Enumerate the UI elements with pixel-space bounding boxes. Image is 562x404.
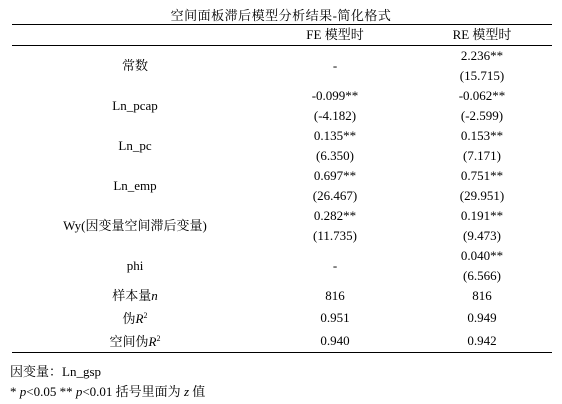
significance-note: * p<0.05 ** p<0.01 括号里面为 z 值 xyxy=(10,384,206,399)
re-stat: 816 xyxy=(472,288,492,303)
fe-stat: 0.951 xyxy=(320,309,350,325)
fe-t-value: (6.350) xyxy=(316,148,354,163)
row-label: phi xyxy=(126,258,144,273)
re-t-value: (29.951) xyxy=(459,188,505,203)
re-t-value: (15.715) xyxy=(459,68,505,83)
re-coefficient: 2.236** xyxy=(460,48,504,63)
table-row xyxy=(12,126,552,146)
stat-label: 样本量n xyxy=(112,288,158,303)
header-variable xyxy=(12,25,258,46)
row-label: Wy(因变量空间滞后变量) xyxy=(63,218,207,233)
fe-t-value: (-4.182) xyxy=(313,108,357,123)
re-stat: 0.942 xyxy=(412,329,552,353)
re-t-value: (9.473) xyxy=(463,228,501,243)
re-t-value: (6.566) xyxy=(463,268,501,283)
table-notes xyxy=(10,362,205,402)
stat-label: 空间伪$R^2$ xyxy=(12,329,258,353)
header-fe-model: FE 模型时 xyxy=(258,25,412,46)
re-t-value: (7.171) xyxy=(463,148,501,163)
fe-coefficient: 0.282** xyxy=(313,208,357,223)
stat-label: 伪$R^2$ xyxy=(122,311,148,326)
row-label: Ln_pcap xyxy=(112,98,158,113)
table-row xyxy=(12,86,552,106)
table-header-row xyxy=(12,25,552,46)
re-t-value: (-2.599) xyxy=(460,108,504,123)
table-row xyxy=(12,206,552,226)
fe-coefficient: - xyxy=(332,58,338,73)
table-row xyxy=(12,46,552,67)
stat-row xyxy=(12,329,552,353)
fe-coefficient: 0.697** xyxy=(313,168,357,183)
re-coefficient: 0.153** xyxy=(460,128,504,143)
table-row xyxy=(12,166,552,186)
header-re-model: RE 模型时 xyxy=(412,25,552,46)
row-label: Ln_pc xyxy=(118,138,152,153)
fe-stat: 0.940 xyxy=(258,329,412,353)
fe-coefficient: 0.135** xyxy=(313,128,357,143)
fe-t-value: (11.735) xyxy=(313,228,357,243)
table-row xyxy=(12,246,552,266)
stat-row xyxy=(12,306,552,329)
regression-table xyxy=(12,24,552,353)
re-coefficient: 0.751** xyxy=(460,168,504,183)
re-coefficient: 0.040** xyxy=(460,248,504,263)
stat-row xyxy=(12,286,552,306)
fe-stat: 816 xyxy=(325,288,345,303)
re-coefficient: 0.191** xyxy=(460,208,504,223)
row-label: Ln_emp xyxy=(113,178,157,193)
re-stat: 0.949 xyxy=(467,309,497,325)
re-coefficient: -0.062** xyxy=(458,88,506,103)
fe-coefficient: -0.099** xyxy=(311,88,359,103)
fe-t-value: (26.467) xyxy=(312,188,358,203)
dependent-variable-note: 因变量：Ln_gsp xyxy=(10,364,102,379)
table-title: 空间面板滞后模型分析结果-简化格式 xyxy=(170,8,392,23)
fe-coefficient: - xyxy=(332,258,338,273)
row-label: 常数 xyxy=(121,58,148,73)
